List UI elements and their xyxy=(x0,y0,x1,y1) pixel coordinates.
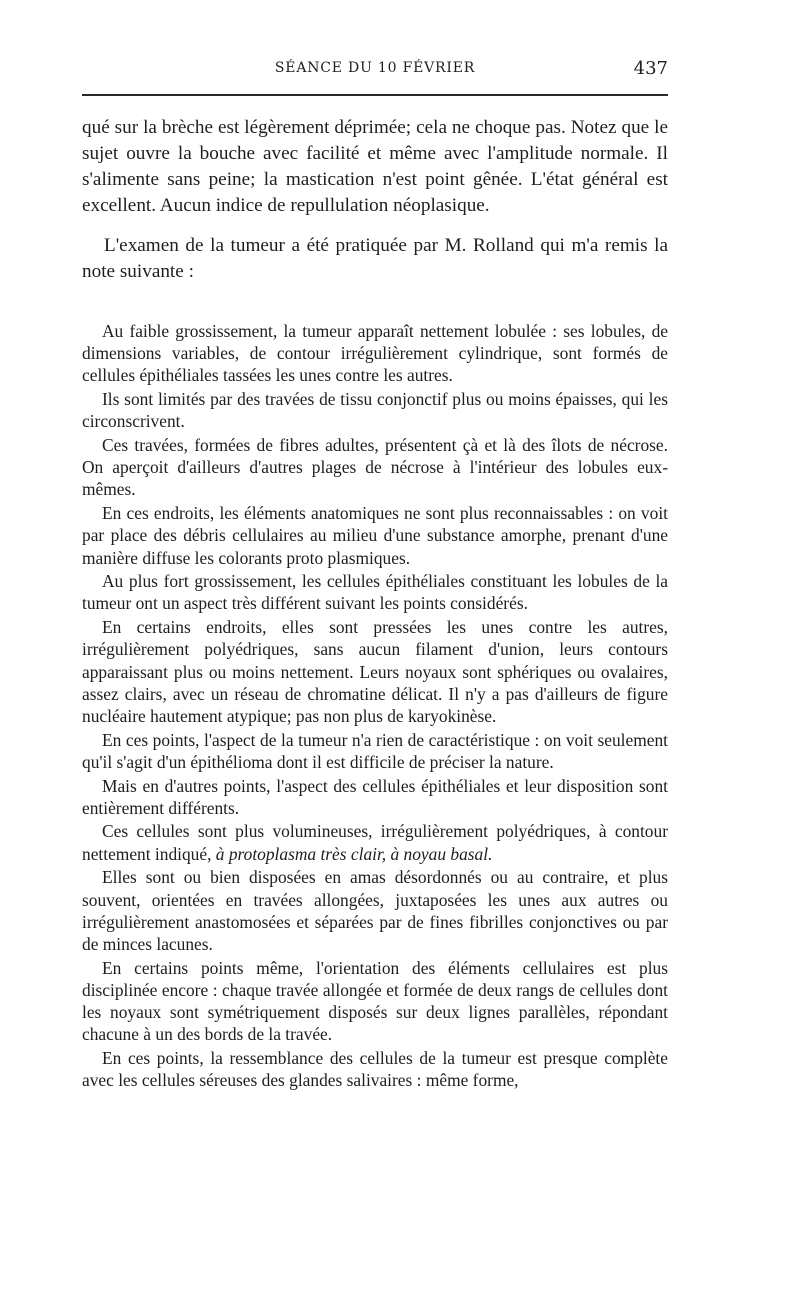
paragraph: qué sur la brèche est légèrement déprimée; cela ne choque pas. Notez que le sujet ouvre la bouche avec facilité et même avec l'amplitude normale. Il s'alimente sans peine; la mastication n'est point gênée. L'état général est excellent. Aucun indice de repullulation néoplasique. xyxy=(82,117,668,216)
note-text-run: Ces cellules sont plus volumineuses, irrégulièrement polyédriques, à contour nettement indiqué, xyxy=(82,821,668,864)
italic-phrase: à protoplasma très clair, à noyau basal. xyxy=(215,843,493,864)
body-text xyxy=(82,115,668,285)
note-paragraph: Ces travées, formées de fibres adultes, présentent çà et là des îlots de nécrose. On aperçoit d'ailleurs d'autres plages de nécrose à l'intérieur des lobules eux-mêmes. xyxy=(82,435,668,500)
note-paragraph: Elles sont ou bien disposées en amas désordonnés ou au contraire, et plus souvent, orientées en travées allongées, juxtaposées les unes aux autres ou irrégulièrement anastomosées et séparées par de fines fibrilles conjonctives ou par de minces lacunes. xyxy=(82,867,668,954)
pathology-note xyxy=(82,320,668,1093)
note-paragraph: Au plus fort grossissement, les cellules épithéliales constituant les lobules de la tumeur ont un aspect très différent suivant les points considérés. xyxy=(82,571,668,614)
note-paragraph: Mais en d'autres points, l'aspect des cellules épithéliales et leur disposition sont entièrement différents. xyxy=(82,775,668,818)
note-paragraph: En ces points, l'aspect de la tumeur n'a rien de caractéristique : on voit seulement qu'il s'agit d'un épithélioma dont il est difficile de préciser la nature. xyxy=(82,729,668,772)
note-paragraph xyxy=(82,820,668,864)
note-paragraph: En certains endroits, elles sont pressées les unes contre les autres, irrégulièrement polyédriques, sans aucun filament d'union, leurs contours apparaissant plus ou moins nettement. Leurs noyaux sont sphériques ou ovalaires, assez clairs, avec un réseau de chromatine délicat. Il n'y a pas d'ailleurs de figure nucléaire hautement atypique; pas non plus de karyokinèse. xyxy=(82,617,668,726)
page-number: 437 xyxy=(633,58,668,79)
note-paragraph: En ces endroits, les éléments anatomiques ne sont plus reconnaissables : on voit par place des débris cellulaires au milieu d'une substance amorphe, prenant d'une manière diffuse les colorants proto plasmiques. xyxy=(82,503,668,568)
page-header xyxy=(82,60,668,84)
running-title: SÉANCE DU 10 FÉVRIER xyxy=(274,60,476,76)
note-paragraph: Au faible grossissement, la tumeur apparaît nettement lobulée : ses lobules, de dimensions variables, de contour irrégulièrement cylindrique, sont formés de cellules épithéliales tassées les unes contre les autres. xyxy=(82,321,668,386)
header-rule xyxy=(82,94,668,96)
note-paragraph: Ils sont limités par des travées de tissu conjonctif plus ou moins épaisses, qui les circonscrivent. xyxy=(82,389,668,432)
paragraph: L'examen de la tumeur a été pratiquée par M. Rolland qui m'a remis la note suivante : xyxy=(82,235,668,282)
note-paragraph: En ces points, la ressemblance des cellules de la tumeur est presque complète avec les cellules séreuses des glandes salivaires : même forme, xyxy=(82,1048,668,1091)
note-paragraph: En certains points même, l'orientation des éléments cellulaires est plus disciplinée encore : chaque travée allongée et formée de deux rangs de cellules dont les noyaux sont symétriquement disposés sur deux lignes parallèles, répondant chacune à un des bords de la travée. xyxy=(82,957,668,1045)
